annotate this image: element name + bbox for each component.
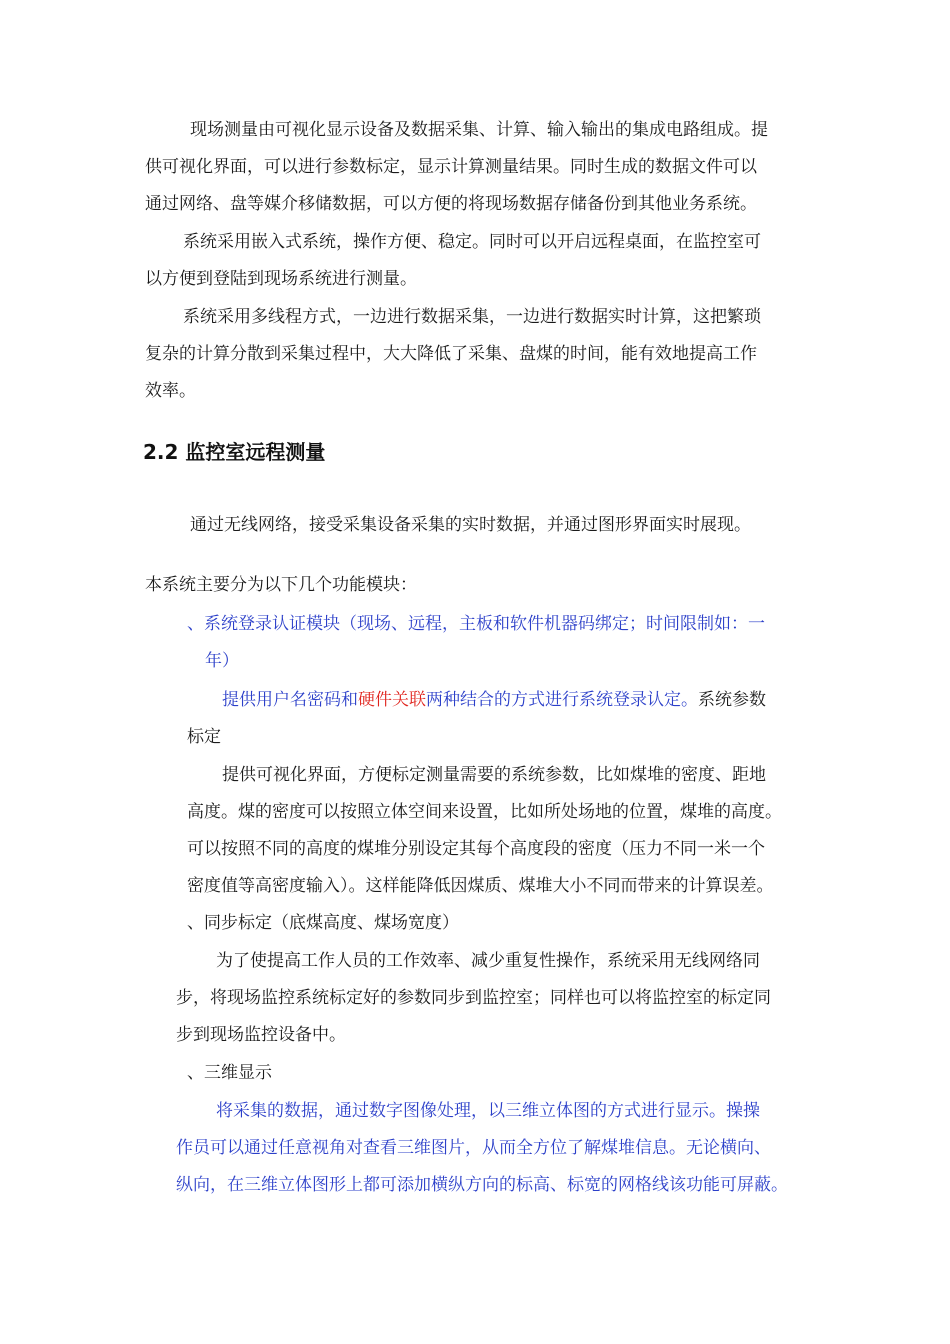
module-title-login-cont: 年） [205,651,239,671]
paragraph-line: 纵向，在三维立体图形上都可添加横纵方向的标高、标宽的网格线该功能可屏蔽。 [176,1175,788,1195]
module-title-3d: 、三维显示 [187,1063,272,1083]
paragraph-line: 为了使提高工作人员的工作效率、减少重复性操作，系统采用无线网络同 [216,951,760,971]
desc-text: 提供用户名密码和 [222,690,358,710]
section-lead: 通过无线网络，接受采集设备采集的实时数据，并通过图形界面实时展现。 [190,515,751,535]
paragraph-line: 以方便到登陆到现场系统进行测量。 [145,269,417,289]
paragraph-line: 高度。煤的密度可以按照立体空间来设置，比如所处场地的位置，煤堆的高度。 [187,802,782,822]
paragraph-line: 可以按照不同的高度的煤堆分别设定其每个高度段的密度（压力不同一米一个 [187,839,765,859]
paragraph-line: 提供可视化界面，方便标定测量需要的系统参数，比如煤堆的密度、距地 [222,765,766,785]
paragraph-line: 密度值等高密度输入）。这样能降低因煤质、煤堆大小不同而带来的计算误差。 [187,876,774,896]
paragraph-line: 效率。 [145,381,196,401]
paragraph-line: 作员可以通过任意视角对查看三维图片，从而全方位了解煤堆信息。无论横向、 [176,1138,771,1158]
module-desc-login [222,688,766,712]
modules-intro: 本系统主要分为以下几个功能模块： [145,575,417,595]
paragraph-line: 系统采用多线程方式，一边进行数据采集，一边进行数据实时计算，这把繁琐 [183,307,761,327]
module-title-login: 、系统登录认证模块（现场、远程，主板和软件机器码绑定；时间限制如：一 [187,614,765,634]
paragraph-line: 复杂的计算分散到采集过程中，大大降低了采集、盘煤的时间，能有效地提高工作 [145,344,757,364]
desc-text: 两种结合的方式进行系统登录认定。 [426,690,698,710]
paragraph-line: 步，将现场监控系统标定好的参数同步到监控室；同样也可以将监控室的标定同 [176,988,771,1008]
module-desc-login-cont: 标定 [187,727,221,747]
desc-text: 系统参数 [698,690,766,710]
paragraph-line: 系统采用嵌入式系统，操作方便、稳定。同时可以开启远程桌面，在监控室可 [183,232,761,252]
paragraph-line: 现场测量由可视化显示设备及数据采集、计算、输入输出的集成电路组成。提 [190,120,768,140]
paragraph-line: 通过网络、盘等媒介移储数据，可以方便的将现场数据存储备份到其他业务系统。 [145,194,757,214]
module-title-sync: 、同步标定（底煤高度、煤场宽度） [187,913,459,933]
paragraph-line: 供可视化界面，可以进行参数标定，显示计算测量结果。同时生成的数据文件可以 [145,157,757,177]
paragraph-line: 步到现场监控设备中。 [176,1025,346,1045]
section-heading: 2.2 监控室远程测量 [143,440,326,464]
desc-highlight: 硬件关联 [358,690,426,710]
paragraph-line: 将采集的数据，通过数字图像处理，以三维立体图的方式进行显示。操操 [216,1101,760,1121]
